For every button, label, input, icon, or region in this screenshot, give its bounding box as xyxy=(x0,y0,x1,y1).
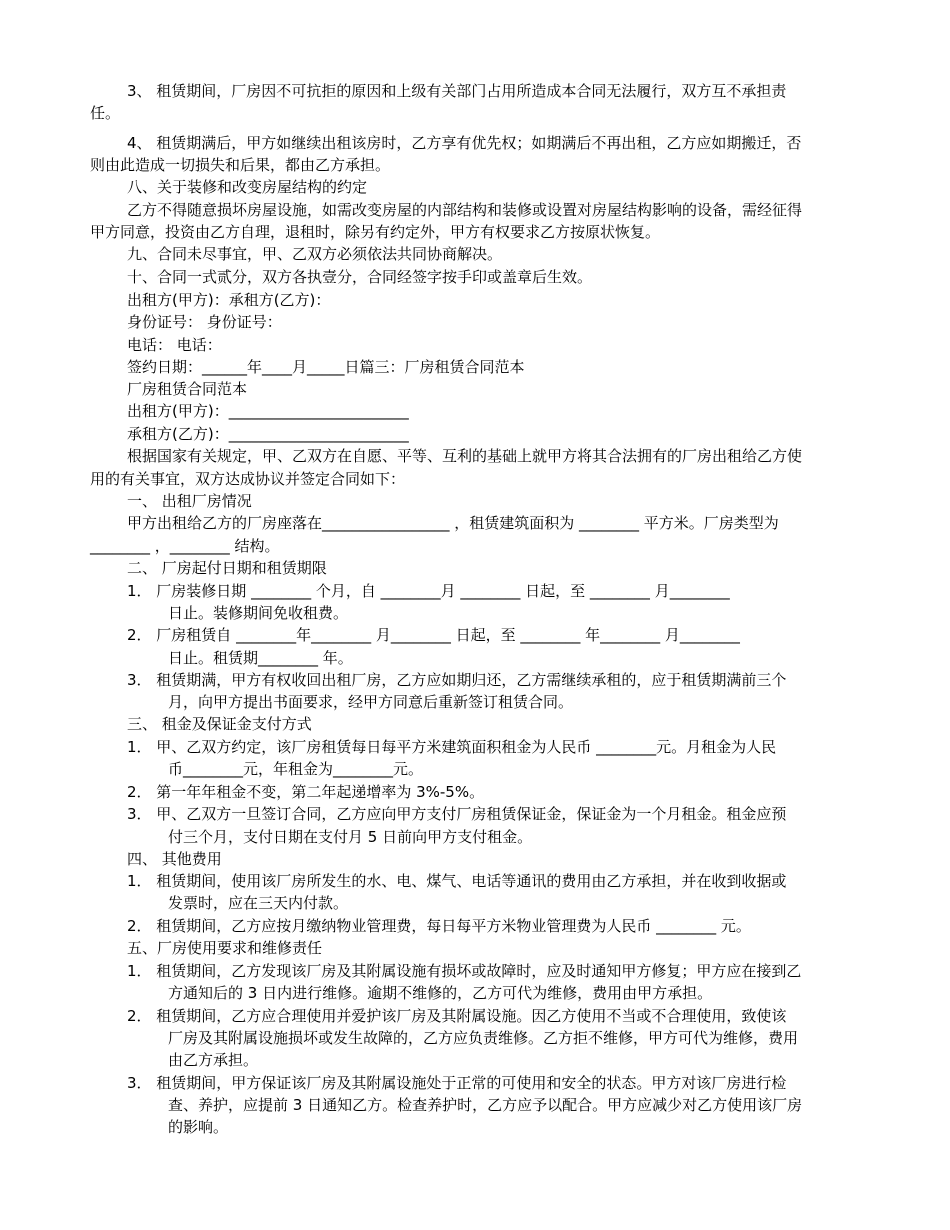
document-page: 3、 租赁期间，厂房因不可抗拒的原因和上级有关部门占用所造成本合同无法履行，双方互不承担责 任。 4、 租赁期满后，甲方如继续出租该房时，乙方享有优先权；如期满后不再出租，乙方应如期搬迁，否 则由此造成一切损失和后果，都由乙方承担。 八、关于装修和改变房屋结构的约定 乙方不得随意损坏房屋设施，如需改变房屋的内部结构和装修或设置对房屋结构影响的设备，需经征得 甲方同意，投资由乙方自理，退租时，除另有约定外，甲方有权要求乙方按原状恢复。 九、合同未尽事宜，甲、乙双方必须依法共同协商解决。 十、合同一式贰分，双方各执壹分，合同经签字按手印或盖章后生效。 出租方(甲方)：承租方(乙方)： 身份证号： 身份证号： 电话： 电话： 签约日期：______年____月_____日篇三：厂房租赁合同范本 厂房租赁合同范本 出租方(甲方)：________________________ 承租方(乙方)：________________________ 根据国家有关规定，甲、乙双方在自愿、平等、互利的基础上就甲方将其合法拥有的厂房出租给乙方使 用的有关事宜，双方达成协议并签定合同如下： 一、 出租厂房情况 甲方出租给乙方的厂房座落在_________________ ，租赁建筑面积为 ________ 平方米。厂房类型为 ________ ，________ 结构。 二、 厂房起付日期和租赁期限 1． 厂房装修日期 ________ 个月，自 ________月 ________ 日起，至 ________ 月________ 日止。装修期间免收租费。 2． 厂房租赁自 ________年________ 月________ 日起，至 ________ 年________ 月________ 日止。租赁期________ 年。 3． 租赁期满，甲方有权收回出租厂房，乙方应如期归还，乙方需继续承租的，应于租赁期满前三个 月，向甲方提出书面要求，经甲方同意后重新签订租赁合同。 三、 租金及保证金支付方式 1． 甲、乙双方约定，该厂房租赁每日每平方米建筑面积租金为人民币 ________元。月租金为人民 币________元，年租金为________元。 2． 第一年年租金不变，第二年起递增率为 3%-5%。 3． 甲、乙双方一旦签订合同，乙方应向甲方支付厂房租赁保证金，保证金为一个月租金。租金应预 付三个月，支付日期在支付月 5 日前向甲方支付租金。 四、 其他费用 1． 租赁期间，使用该厂房所发生的水、电、煤气、电话等通讯的费用由乙方承担，并在收到收据或 发票时，应在三天内付款。 2． 租赁期间，乙方应按月缴纳物业管理费，每日每平方米物业管理费为人民币 ________ 元。 五、厂房使用要求和维修责任 1． 租赁期间，乙方发现该厂房及其附属设施有损坏或故障时，应及时通知甲方修复；甲方应在接到乙 方通知后的 3 日内进行维修。逾期不维修的，乙方可代为维修，费用由甲方承担。 2． 租赁期间，乙方应合理使用并爱护该厂房及其附属设施。因乙方使用不当或不合理使用，致使该 厂房及其附属设施损坏或发生故障的，乙方应负责维修。乙方拒不维修，甲方可代为维修，费用 由乙方承担。 3． 租赁期间，甲方保证该厂房及其附属设施处于正常的可使用和安全的状态。甲方对该厂房进行检 查、养护，应提前 3 日通知乙方。检查养护时，乙方应予以配合。甲方应减少对乙方使用该厂房 的影响。 xyxy=(90,82,803,1136)
